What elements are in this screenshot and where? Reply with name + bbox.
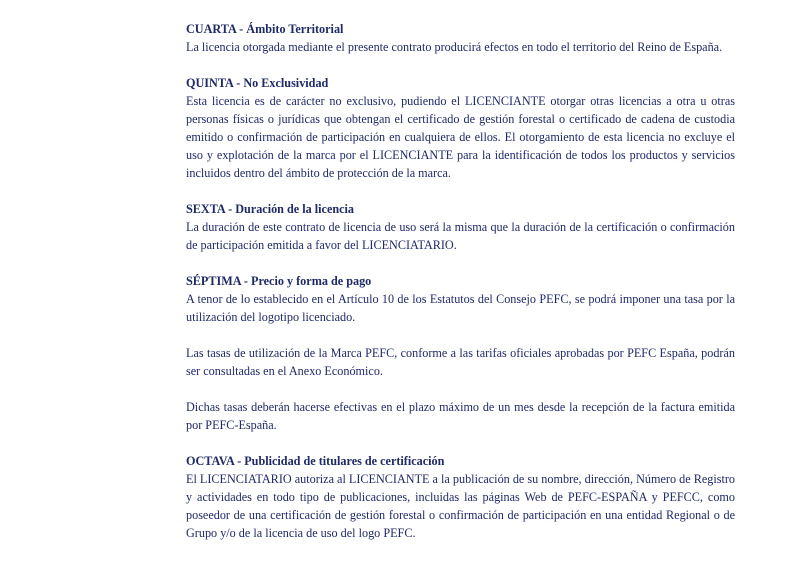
clause-quinta xyxy=(186,74,735,182)
clause-title: SEXTA - Duración de la licencia xyxy=(186,202,355,216)
clause-paragraph: La licencia otorgada mediante el presente contrato producirá efectos en todo el territorio del Reino de España. xyxy=(186,40,723,54)
clause-sexta xyxy=(186,200,735,254)
clause-paragraph: A tenor de lo establecido en el Artículo 10 de los Estatutos del Consejo PEFC, se podrá imponer una tasa por la utilización del logotipo licenciado. xyxy=(186,292,735,324)
clause-paragraph: Dichas tasas deberán hacerse efectivas en el plazo máximo de un mes desde la recepción de la factura emitida por PEFC-España. xyxy=(186,400,735,432)
clause-paragraph: El LICENCIATARIO autoriza al LICENCIANTE a la publicación de su nombre, dirección, Número de Registro y actividades en todo tipo de publicaciones, incluidas las páginas Web de PEFC-ESPAÑA y PEFCC, como poseedor de una certificación de gestión forestal o confirmación de participación en una entidad Regional o de Grupo y/o de la licencia de uso del logo PEFC. xyxy=(186,472,735,540)
clause-title: SÉPTIMA - Precio y forma de pago xyxy=(186,274,372,288)
clause-paragraph: La duración de este contrato de licencia de uso será la misma que la duración de la certificación o confirmación de participación emitida a favor del LICENCIATARIO. xyxy=(186,220,735,252)
document-body xyxy=(186,20,735,560)
clause-paragraph: Esta licencia es de carácter no exclusivo, pudiendo el LICENCIANTE otorgar otras licencias a otra u otras personas físicas o jurídicas que obtengan el certificado de gestión forestal o certificado de cadena de custodia emitido o confirmación de participación en cualquiera de ellos. El otorgamiento de esta licencia no excluye el uso y explotación de la marca por el LICENCIANTE para la identificación de todos los productos y servicios incluidos dentro del ámbito de protección de la marca. xyxy=(186,94,735,180)
clause-septima xyxy=(186,272,735,434)
clause-title: CUARTA - Ámbito Territorial xyxy=(186,22,344,36)
clause-octava xyxy=(186,452,735,542)
clause-title: OCTAVA - Publicidad de titulares de certificación xyxy=(186,454,445,468)
clause-title: QUINTA - No Exclusividad xyxy=(186,76,329,90)
clause-cuarta xyxy=(186,20,735,56)
clause-paragraph: Las tasas de utilización de la Marca PEFC, conforme a las tarifas oficiales aprobadas por PEFC España, podrán ser consultadas en el Anexo Económico. xyxy=(186,346,735,378)
